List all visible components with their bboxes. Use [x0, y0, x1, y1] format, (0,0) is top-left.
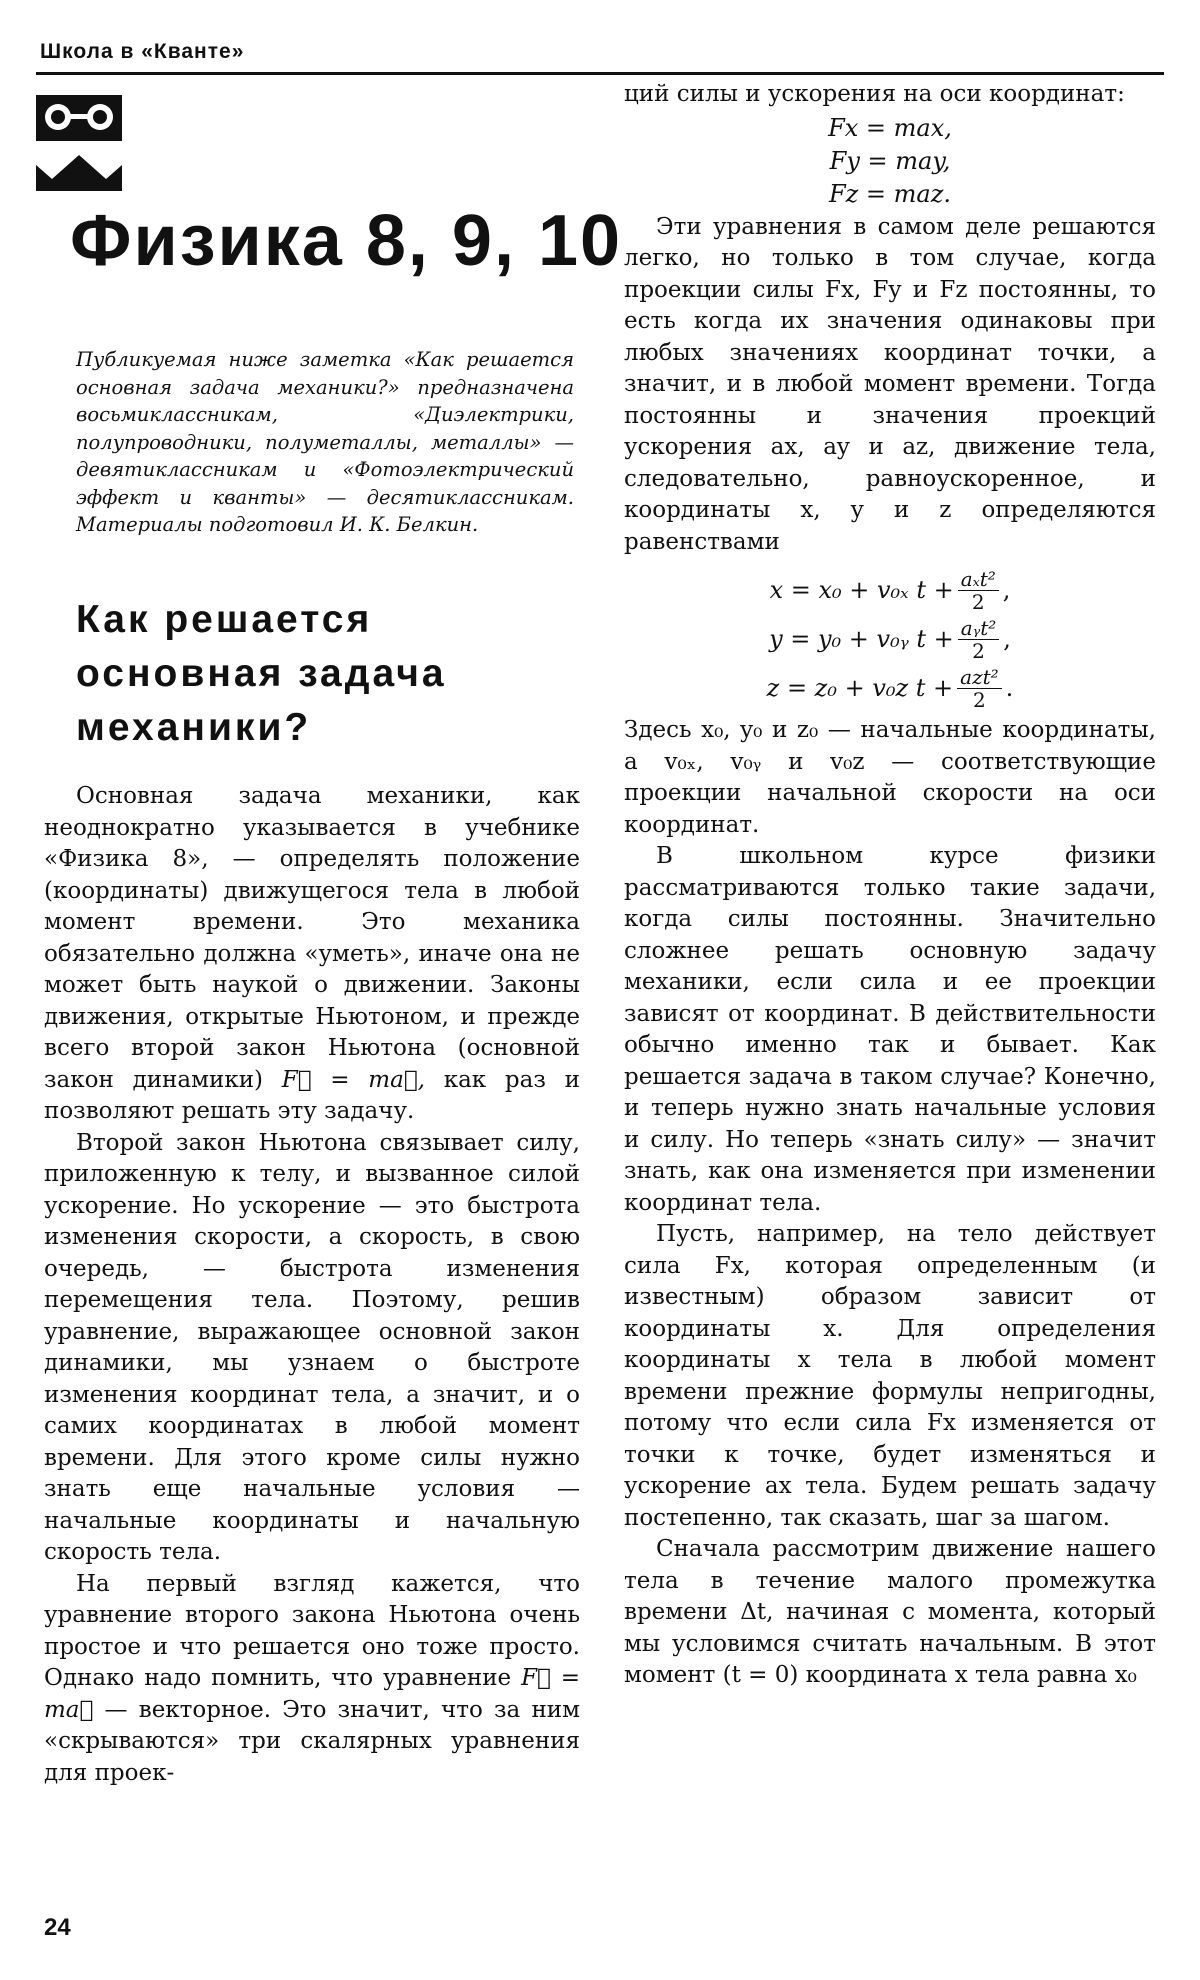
page-number: 24	[44, 1914, 71, 1941]
page-title: Физика 8, 9, 10	[70, 201, 623, 281]
paragraph: ций силы и ускорения на оси координат:	[624, 81, 1125, 107]
formula: Fz = maz.	[828, 179, 951, 208]
equations-block	[624, 568, 1156, 711]
formula: Fx = max,	[828, 113, 952, 142]
glasses-crown-icon	[36, 95, 122, 191]
paragraph: На первый взгляд кажется, что уравнение второго закона Ньютона очень простое и что решается оно тоже просто. Однако надо помнить, что уравнение F⃗ = ma⃗ — векторное. Это значит, что за ним «скрываются» три скалярных уравнения для проек-	[44, 1570, 581, 1786]
newton-law-formula: F⃗ = ma⃗,	[281, 1066, 425, 1093]
left-column	[44, 781, 580, 1789]
paragraph: В школьном курсе физики рассматриваются только такие задачи, когда силы постоянны. Значительно сложнее решать основную задачу механики, если сила и ее проекции зависят от координат. В действительности обычно именно так и бывает. Как решается задача в таком случае? Конечно, и теперь нужно знать начальные условия и силу. Но теперь «знать силу» — значит знать, как она изменяется при изменении координат тела.	[624, 843, 1156, 1216]
paragraph: Основная задача механики, как неоднократно указывается в учебнике «Физика 8», — определять положение (координаты) движущегося тела в любой момент времени. Это механика обязательно должна «уметь», иначе она не может быть наукой о движении. Законы движения, открытые Ньютоном, и прежде всего второй закон Ньютона (основной закон динамики) F⃗ = ma⃗, как раз и позволяют решать эту задачу.	[44, 783, 581, 1124]
article-title: Как решается основная задача механики?	[76, 598, 447, 749]
paragraph: Сначала рассмотрим движение нашего тела в течение малого промежутка времени Δt, начиная с момента, который мы условимся считать начальным. В этот момент (t = 0) координата x тела равна x₀	[624, 1536, 1156, 1688]
paragraph: Здесь x₀, y₀ и z₀ — начальные координаты, а v₀ₓ, v₀ᵧ и v₀z — соответствующие проекции начальной скорости на оси координат.	[624, 717, 1156, 838]
running-head: Школа в «Кванте»	[40, 40, 245, 63]
paragraph: Пусть, например, на тело действует сила Fx, которая определенным (и известным) образом зависит от координаты x. Для определения координаты x тела в любой момент времени прежние формулы непригодны, потому что если сила Fx изменяется от точки к точке, будет изменяться и ускорение ax тела. Будем решать задачу постепенно, так сказать, шаг за шагом.	[624, 1221, 1156, 1531]
equation-y: y = y₀ + v₀ᵧ t + $\frac{\text{aᵧt²}}{2}$ ,	[769, 616, 1011, 663]
formula: Fy = may,	[829, 146, 951, 175]
equation-z: z = z₀ + v₀z t + $\frac{\text{azt²}}{2}$ .	[766, 665, 1014, 712]
paragraph: Второй закон Ньютона связывает силу, приложенную к телу, и вызванное силой ускорение. Но ускорение — это быстрота изменения скорости, а скорость, в свою очередь, — быстрота изменения перемещения тела. Поэтому, решив уравнение, выражающее основной закон динамики, мы узнаем о быстроте изменения координат тела, а значит, и о самих координатах в любой момент времени. Для этого кроме силы нужно знать еще начальные условия — начальные координаты и начальную скорость тела.	[44, 1129, 580, 1565]
vector-equation-formula: F⃗ = ma⃗	[44, 1665, 581, 1723]
right-column	[624, 79, 1156, 1692]
intro-note: Публикуемая ниже заметка «Как решается основная задача механики?» предназначена восьмиклассникам, «Диэлектрики, полупроводники, полуметаллы, металлы» — девятиклассникам и «Фотоэлектрический эффект и кванты» — десятиклассникам. Материалы подготовил И. К. Белкин.	[76, 348, 574, 536]
header-rule	[36, 72, 1164, 75]
paragraph: Эти уравнения в самом деле решаются легко, но только в том случае, когда проекции силы Fx, Fy и Fz постоянны, то есть когда их значения одинаковы при любых значениях координат точки, а значит, и в любой момент времени. Тогда постоянны и значения проекций ускорения ax, ay и az, движение тела, следовательно, равноускоренное, и координаты x, y и z определяются равенствами	[624, 213, 1156, 555]
equation-x: x = x₀ + v₀ₓ t + $\frac{\text{aₓt²}}{2}$ ,	[769, 567, 1011, 614]
